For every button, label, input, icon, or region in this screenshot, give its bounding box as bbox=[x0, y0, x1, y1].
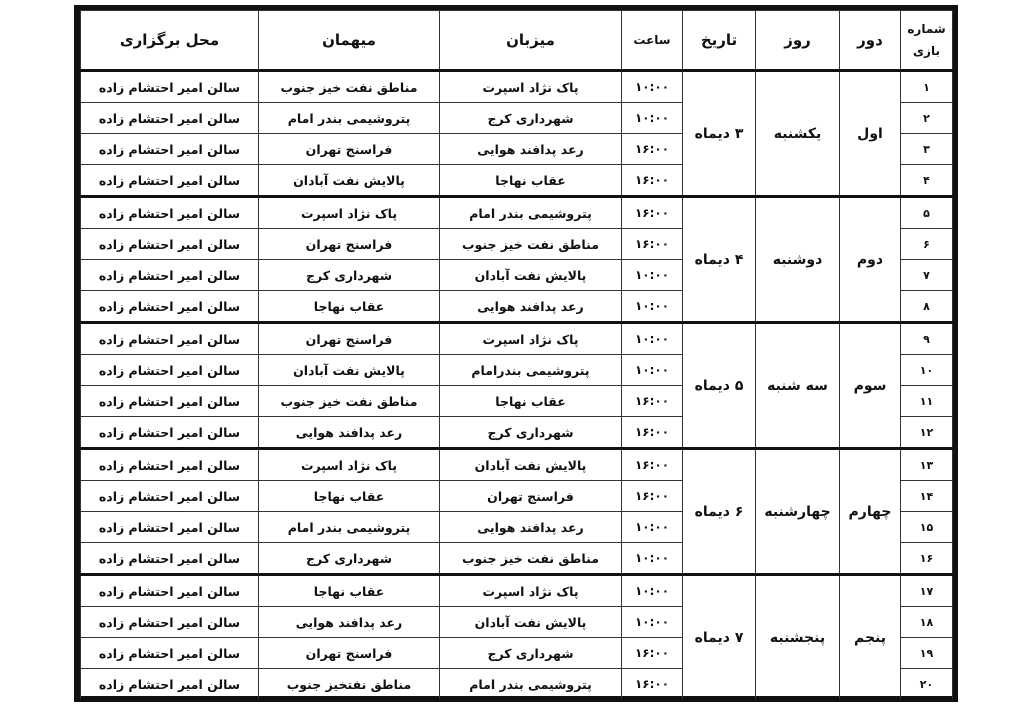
venue-cell: سالن امیر احتشام زاده bbox=[81, 481, 259, 512]
host-cell: پالایش نفت آبادان bbox=[440, 607, 622, 638]
round-cell: اول bbox=[840, 71, 901, 197]
guest-cell: رعد پدافند هوایی bbox=[259, 417, 440, 449]
game-number-cell: ۱۵ bbox=[901, 512, 953, 543]
venue-cell: سالن امیر احتشام زاده bbox=[81, 386, 259, 417]
time-cell: ۱۰:۰۰ bbox=[622, 512, 683, 543]
host-cell: پاک نژاد اسپرت bbox=[440, 575, 622, 607]
time-cell: ۱۰:۰۰ bbox=[622, 543, 683, 575]
round-cell: پنجم bbox=[840, 575, 901, 701]
header-date: تاریخ bbox=[683, 11, 756, 71]
host-cell: فراسنج تهران bbox=[440, 481, 622, 512]
venue-cell: سالن امیر احتشام زاده bbox=[81, 323, 259, 355]
guest-cell: فراسنج تهران bbox=[259, 229, 440, 260]
venue-cell: سالن امیر احتشام زاده bbox=[81, 71, 259, 103]
day-cell: چهارشنبه bbox=[756, 449, 840, 575]
guest-cell: عقاب نهاجا bbox=[259, 481, 440, 512]
game-number-cell: ۹ bbox=[901, 323, 953, 355]
guest-cell: پتروشیمی بندر امام bbox=[259, 103, 440, 134]
venue-cell: سالن امیر احتشام زاده bbox=[81, 197, 259, 229]
schedule-body bbox=[81, 71, 953, 701]
host-cell: پتروشیمی بندر امام bbox=[440, 197, 622, 229]
day-cell: سه شنبه bbox=[756, 323, 840, 449]
guest-cell: مناطق نفت خیز جنوب bbox=[259, 386, 440, 417]
game-number-cell: ۲۰ bbox=[901, 669, 953, 701]
time-cell: ۱۶:۰۰ bbox=[622, 417, 683, 449]
venue-cell: سالن امیر احتشام زاده bbox=[81, 134, 259, 165]
host-cell: رعد پدافند هوایی bbox=[440, 512, 622, 543]
venue-cell: سالن امیر احتشام زاده bbox=[81, 103, 259, 134]
game-number-cell: ۷ bbox=[901, 260, 953, 291]
guest-cell: فراسنج تهران bbox=[259, 134, 440, 165]
round-cell: سوم bbox=[840, 323, 901, 449]
header-row bbox=[81, 11, 953, 71]
date-cell: ۵ دیماه bbox=[683, 323, 756, 449]
host-cell: شهرداری کرج bbox=[440, 638, 622, 669]
time-cell: ۱۶:۰۰ bbox=[622, 449, 683, 481]
time-cell: ۱۰:۰۰ bbox=[622, 575, 683, 607]
time-cell: ۱۶:۰۰ bbox=[622, 229, 683, 260]
host-cell: پالایش نفت آبادان bbox=[440, 260, 622, 291]
date-cell: ۴ دیماه bbox=[683, 197, 756, 323]
host-cell: عقاب نهاجا bbox=[440, 165, 622, 197]
guest-cell: عقاب نهاجا bbox=[259, 575, 440, 607]
guest-cell: پاک نژاد اسپرت bbox=[259, 449, 440, 481]
host-cell: پتروشیمی بندرامام bbox=[440, 355, 622, 386]
guest-cell: رعد پدافند هوایی bbox=[259, 607, 440, 638]
date-cell: ۶ دیماه bbox=[683, 449, 756, 575]
table-row bbox=[81, 71, 953, 103]
guest-cell: عقاب نهاجا bbox=[259, 291, 440, 323]
venue-cell: سالن امیر احتشام زاده bbox=[81, 355, 259, 386]
time-cell: ۱۶:۰۰ bbox=[622, 481, 683, 512]
time-cell: ۱۶:۰۰ bbox=[622, 386, 683, 417]
host-cell: پاک نژاد اسپرت bbox=[440, 71, 622, 103]
venue-cell: سالن امیر احتشام زاده bbox=[81, 512, 259, 543]
game-number-cell: ۱۳ bbox=[901, 449, 953, 481]
host-cell: عقاب نهاجا bbox=[440, 386, 622, 417]
date-cell: ۷ دیماه bbox=[683, 575, 756, 701]
host-cell: مناطق نفت خیز جنوب bbox=[440, 543, 622, 575]
game-number-cell: ۱۱ bbox=[901, 386, 953, 417]
header-venue: محل برگزاری bbox=[81, 11, 259, 71]
venue-cell: سالن امیر احتشام زاده bbox=[81, 291, 259, 323]
header-game-number: شماره بازی bbox=[901, 11, 953, 71]
guest-cell: شهرداری کرج bbox=[259, 260, 440, 291]
guest-cell: مناطق نفتخیز جنوب bbox=[259, 669, 440, 701]
host-cell: مناطق نفت خیز جنوب bbox=[440, 229, 622, 260]
time-cell: ۱۰:۰۰ bbox=[622, 103, 683, 134]
game-number-cell: ۱۴ bbox=[901, 481, 953, 512]
guest-cell: فراسنج تهران bbox=[259, 323, 440, 355]
table-row bbox=[81, 323, 953, 355]
venue-cell: سالن امیر احتشام زاده bbox=[81, 575, 259, 607]
venue-cell: سالن امیر احتشام زاده bbox=[81, 165, 259, 197]
venue-cell: سالن امیر احتشام زاده bbox=[81, 449, 259, 481]
game-number-cell: ۲ bbox=[901, 103, 953, 134]
time-cell: ۱۶:۰۰ bbox=[622, 638, 683, 669]
table-row bbox=[81, 197, 953, 229]
game-number-cell: ۱۹ bbox=[901, 638, 953, 669]
guest-cell: فراسنج تهران bbox=[259, 638, 440, 669]
day-cell: پنجشنبه bbox=[756, 575, 840, 701]
venue-cell: سالن امیر احتشام زاده bbox=[81, 638, 259, 669]
header-day: روز bbox=[756, 11, 840, 71]
venue-cell: سالن امیر احتشام زاده bbox=[81, 229, 259, 260]
guest-cell: پالایش نفت آبادان bbox=[259, 355, 440, 386]
venue-cell: سالن امیر احتشام زاده bbox=[81, 607, 259, 638]
game-number-cell: ۱۶ bbox=[901, 543, 953, 575]
time-cell: ۱۰:۰۰ bbox=[622, 355, 683, 386]
time-cell: ۱۶:۰۰ bbox=[622, 165, 683, 197]
game-number-cell: ۸ bbox=[901, 291, 953, 323]
date-cell: ۳ دیماه bbox=[683, 71, 756, 197]
host-cell: شهرداری کرج bbox=[440, 417, 622, 449]
host-cell: رعد پدافند هوایی bbox=[440, 291, 622, 323]
table-row bbox=[81, 449, 953, 481]
day-cell: دوشنبه bbox=[756, 197, 840, 323]
venue-cell: سالن امیر احتشام زاده bbox=[81, 260, 259, 291]
guest-cell: شهرداری کرج bbox=[259, 543, 440, 575]
header-guest: میهمان bbox=[259, 11, 440, 71]
schedule-table bbox=[80, 10, 953, 702]
time-cell: ۱۰:۰۰ bbox=[622, 323, 683, 355]
host-cell: شهرداری کرج bbox=[440, 103, 622, 134]
header-time: ساعت bbox=[622, 11, 683, 71]
time-cell: ۱۰:۰۰ bbox=[622, 291, 683, 323]
guest-cell: مناطق نفت خیز جنوب bbox=[259, 71, 440, 103]
game-number-cell: ۵ bbox=[901, 197, 953, 229]
header-host: میزبان bbox=[440, 11, 622, 71]
venue-cell: سالن امیر احتشام زاده bbox=[81, 669, 259, 701]
host-cell: پتروشیمی بندر امام bbox=[440, 669, 622, 701]
venue-cell: سالن امیر احتشام زاده bbox=[81, 543, 259, 575]
game-number-cell: ۱۷ bbox=[901, 575, 953, 607]
table-row bbox=[81, 575, 953, 607]
time-cell: ۱۰:۰۰ bbox=[622, 607, 683, 638]
game-number-cell: ۱۰ bbox=[901, 355, 953, 386]
time-cell: ۱۶:۰۰ bbox=[622, 669, 683, 701]
host-cell: رعد پدافند هوایی bbox=[440, 134, 622, 165]
schedule-sheet bbox=[74, 5, 958, 702]
time-cell: ۱۰:۰۰ bbox=[622, 260, 683, 291]
host-cell: پالایش نفت آبادان bbox=[440, 449, 622, 481]
host-cell: پاک نژاد اسپرت bbox=[440, 323, 622, 355]
day-cell: یکشنبه bbox=[756, 71, 840, 197]
round-cell: دوم bbox=[840, 197, 901, 323]
game-number-cell: ۶ bbox=[901, 229, 953, 260]
game-number-cell: ۳ bbox=[901, 134, 953, 165]
time-cell: ۱۶:۰۰ bbox=[622, 134, 683, 165]
header-round: دور bbox=[840, 11, 901, 71]
guest-cell: پتروشیمی بندر امام bbox=[259, 512, 440, 543]
guest-cell: پالایش نفت آبادان bbox=[259, 165, 440, 197]
guest-cell: پاک نژاد اسپرت bbox=[259, 197, 440, 229]
game-number-cell: ۱۸ bbox=[901, 607, 953, 638]
game-number-cell: ۴ bbox=[901, 165, 953, 197]
game-number-cell: ۱ bbox=[901, 71, 953, 103]
game-number-cell: ۱۲ bbox=[901, 417, 953, 449]
venue-cell: سالن امیر احتشام زاده bbox=[81, 417, 259, 449]
time-cell: ۱۰:۰۰ bbox=[622, 71, 683, 103]
round-cell: چهارم bbox=[840, 449, 901, 575]
time-cell: ۱۶:۰۰ bbox=[622, 197, 683, 229]
